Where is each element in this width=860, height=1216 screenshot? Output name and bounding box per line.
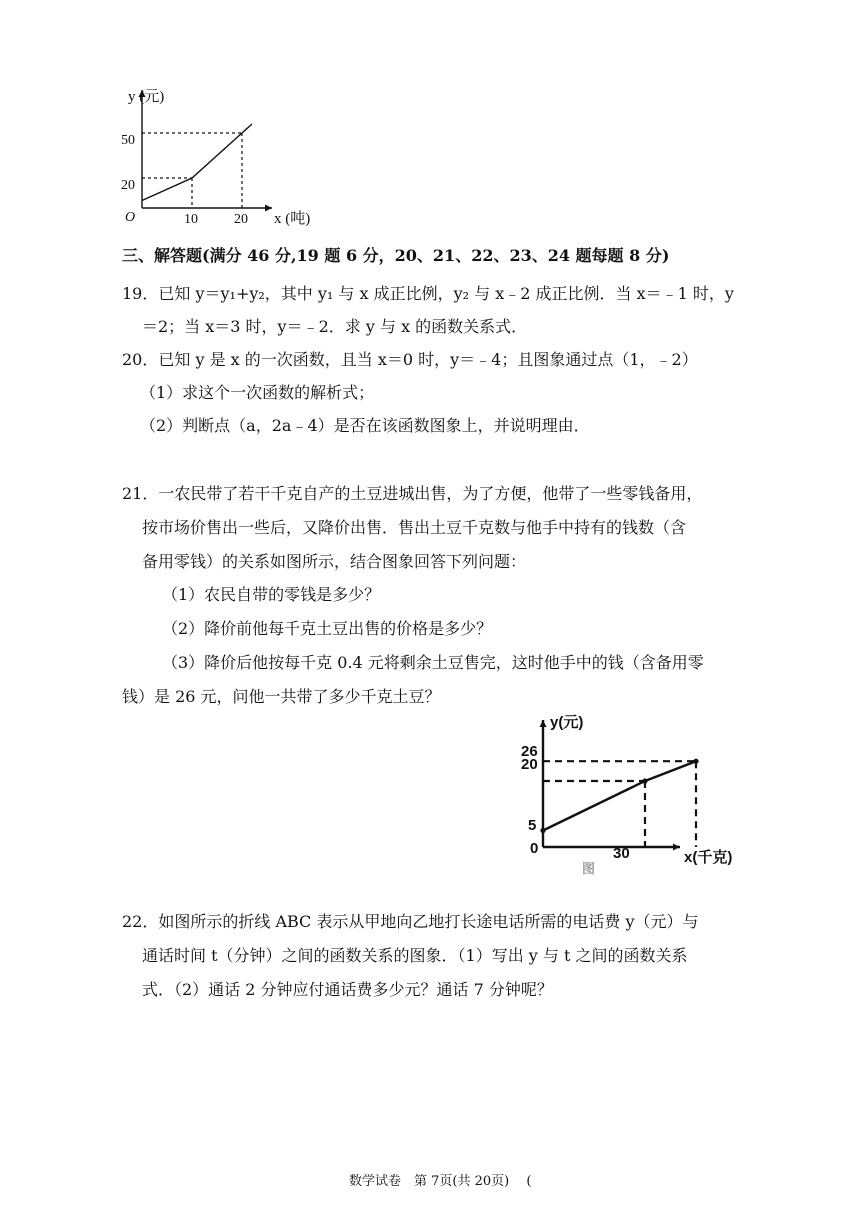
q21-line-3: 备用零钱）的关系如图所示，结合图象回答下列问题： xyxy=(142,552,527,571)
chart-2-ylabel: y(元) xyxy=(550,714,584,731)
q21-sub-3: （3）降价后他按每千克 0.4 元将剩余土豆售完，这时他手中的钱（含备用零 xyxy=(162,653,704,672)
q20-sub-1: （1）求这个一次函数的解析式； xyxy=(140,383,375,402)
chart-1-xtick-20: 20 xyxy=(234,212,248,227)
q21-sub-2: （2）降价前他每千克土豆出售的价格是多少？ xyxy=(162,619,493,638)
q22-line-1: 22．如图所示的折线 ABC 表示从甲地向乙地打长途电话所需的电话费 y（元）与 xyxy=(122,912,699,931)
x-axis-arrow xyxy=(673,844,680,851)
chart-2-caption: 图 xyxy=(582,861,596,875)
chart-1-ytick-20: 20 xyxy=(121,178,135,193)
chart-2-ytick-26: 26 xyxy=(521,743,538,760)
chart-1 xyxy=(110,82,310,237)
chart-2-origin: 0 xyxy=(530,840,539,857)
q21-sub-3-cont: 钱）是 26 元，问他一共带了多少千克土豆？ xyxy=(122,687,441,706)
page-footer: 数学试卷 第 7页(共 20页) ( xyxy=(349,1174,532,1189)
chart-2-xlabel: x(千克) xyxy=(684,849,733,866)
q22-line-3: 式．（2）通话 2 分钟应付通话费多少元？通话 7 分钟呢？ xyxy=(142,980,553,999)
section-3-title: 三、解答题(满分 46 分,19 题 6 分，20、21、22、23、24 题每题 8 分) xyxy=(122,246,670,265)
chart-1-xlabel: x (吨) xyxy=(274,211,310,227)
q20-line-1: 20．已知 y 是 x 的一次函数，且当 x＝0 时，y＝﹣4；且图象通过点（1，﹣2） xyxy=(122,350,698,369)
chart-2-plot xyxy=(540,720,699,851)
chart-2-ytick-5: 5 xyxy=(528,817,537,834)
q22-line-2: 通话时间 t（分钟）之间的函数关系的图象．（1）写出 y 与 t 之间的函数关系 xyxy=(142,946,688,965)
q20-sub-2: （2）判断点（a，2a﹣4）是否在该函数图象上，并说明理由． xyxy=(140,416,590,435)
chart-2 xyxy=(520,710,750,875)
x-axis-arrow xyxy=(265,205,272,212)
chart-1-ylabel: y (元) xyxy=(128,89,165,105)
chart-2-xtick-30: 30 xyxy=(613,845,630,862)
q21-line-1: 21．一农民带了若干千克自产的土豆进城出售，为了方便，他带了一些零钱备用， xyxy=(122,484,703,503)
y-axis-arrow xyxy=(540,720,547,727)
series-line xyxy=(543,761,696,830)
q19-line-2: ＝2；当 x＝3 时，y＝﹣2．求 y 与 x 的函数关系式． xyxy=(142,317,528,336)
chart-1-ytick-50: 50 xyxy=(121,133,135,148)
q21-sub-1: （1）农民自带的零钱是多少？ xyxy=(162,585,381,604)
chart-1-origin: O xyxy=(125,210,136,225)
q19-line-1: 19．已知 y＝y₁+y₂，其中 y₁ 与 x 成正比例，y₂ 与 x﹣2 成正比例．当 x＝﹣1 时，y xyxy=(122,284,734,303)
chart-1-xtick-10: 10 xyxy=(184,212,198,227)
data-point-2 xyxy=(693,759,698,764)
series-line xyxy=(142,124,252,201)
data-point-1 xyxy=(642,778,647,783)
chart-2-ytick-20: 20 xyxy=(521,756,538,773)
q21-line-2: 按市场价售出一些后，又降价出售．售出土豆千克数与他手中持有的钱数（含 xyxy=(142,518,687,537)
data-point-0 xyxy=(540,828,545,833)
chart-1-plot xyxy=(139,90,273,212)
